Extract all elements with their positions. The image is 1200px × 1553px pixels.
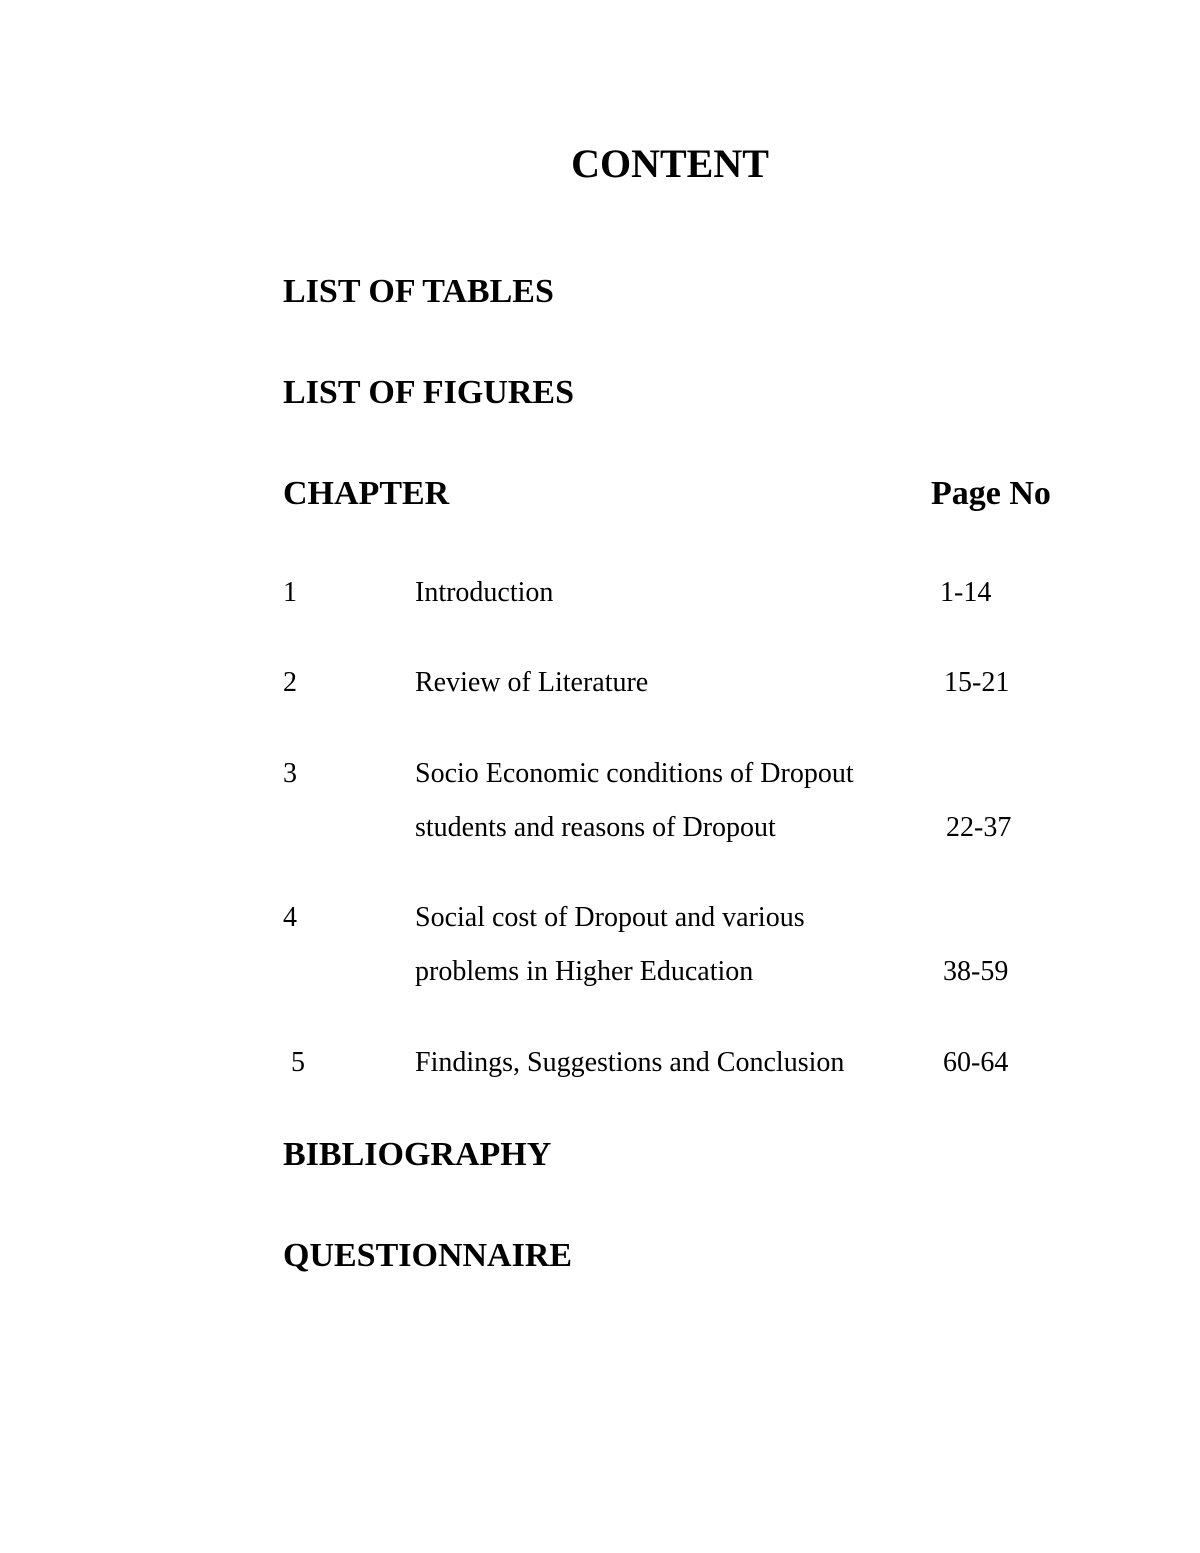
- heading-chapter: CHAPTER: [283, 475, 450, 512]
- heading-questionnaire: QUESTIONNAIRE: [283, 1237, 573, 1274]
- chapter-title-line: Socio Economic conditions of Dropout: [415, 758, 854, 789]
- chapter-title: [415, 1036, 925, 1090]
- chapter-title: [415, 891, 925, 999]
- chapter-number: 1: [283, 577, 297, 608]
- heading-list-of-tables: LIST OF TABLES: [283, 273, 554, 310]
- chapter-title-line: Review of Literature: [415, 667, 649, 698]
- heading-bibliography: BIBLIOGRAPHY: [283, 1136, 552, 1173]
- chapter-pages: 22-37: [946, 812, 1012, 843]
- heading-list-of-figures: LIST OF FIGURES: [283, 374, 574, 411]
- chapter-title-line: Social cost of Dropout and various: [415, 902, 805, 933]
- chapter-number: 2: [283, 667, 297, 698]
- chapter-title-line: students and reasons of Dropout: [415, 812, 776, 843]
- chapter-pages: 60-64: [943, 1047, 1009, 1078]
- chapter-title: [415, 566, 925, 620]
- chapter-number: 4: [283, 902, 297, 933]
- chapter-pages: 15-21: [944, 667, 1010, 698]
- chapter-number: 3: [283, 758, 297, 789]
- chapter-title-line: problems in Higher Education: [415, 956, 754, 987]
- chapter-pages: 1-14: [940, 577, 992, 608]
- chapter-number: 5: [291, 1047, 305, 1078]
- heading-page-no: Page No: [931, 475, 1051, 512]
- chapter-pages: 38-59: [943, 956, 1009, 987]
- chapter-title-line: Introduction: [415, 577, 554, 608]
- chapter-title: [415, 747, 925, 855]
- chapter-title: [415, 656, 925, 710]
- chapter-title-line: Findings, Suggestions and Conclusion: [415, 1047, 845, 1078]
- page-title: CONTENT: [571, 141, 769, 186]
